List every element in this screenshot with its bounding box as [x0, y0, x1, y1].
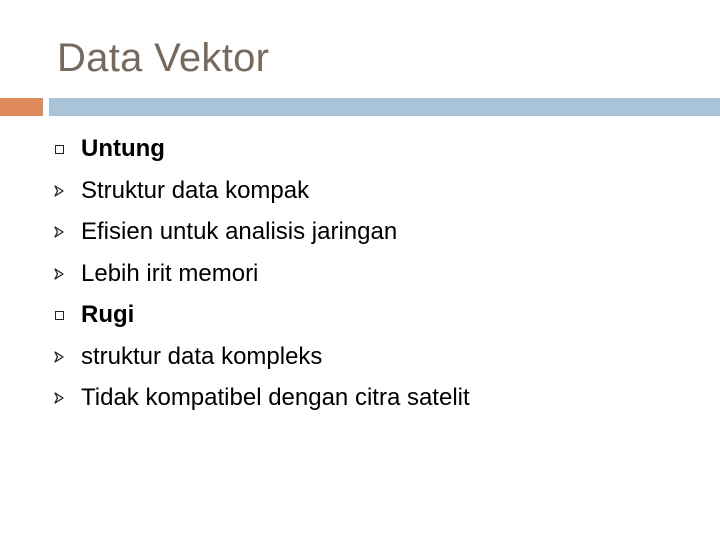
title-rule-bar	[49, 98, 720, 116]
bullet-heading-untung: Untung	[81, 135, 165, 162]
square-bullet-icon	[52, 308, 66, 322]
bullet-text: Struktur data kompak	[81, 176, 310, 204]
bullet-text: Efisien untuk analisis jaringan	[81, 218, 398, 245]
arrow-bullet-icon	[52, 267, 66, 281]
arrow-bullet-icon	[52, 391, 66, 405]
arrow-bullet-icon	[52, 184, 66, 198]
square-bullet-icon	[52, 142, 66, 156]
arrow-bullet-icon	[52, 350, 66, 364]
bullet-text: Tidak kompatibel dengan citra satelit	[81, 384, 470, 411]
arrow-bullet-icon	[52, 225, 66, 239]
bullet-heading-rugi: Rugi	[81, 301, 135, 328]
slide-title: Data Vektor	[57, 36, 270, 80]
bullet-text: struktur data kompleks	[81, 342, 323, 370]
title-accent-bar	[0, 98, 43, 116]
bullet-text: Lebih irit memori	[81, 259, 259, 287]
